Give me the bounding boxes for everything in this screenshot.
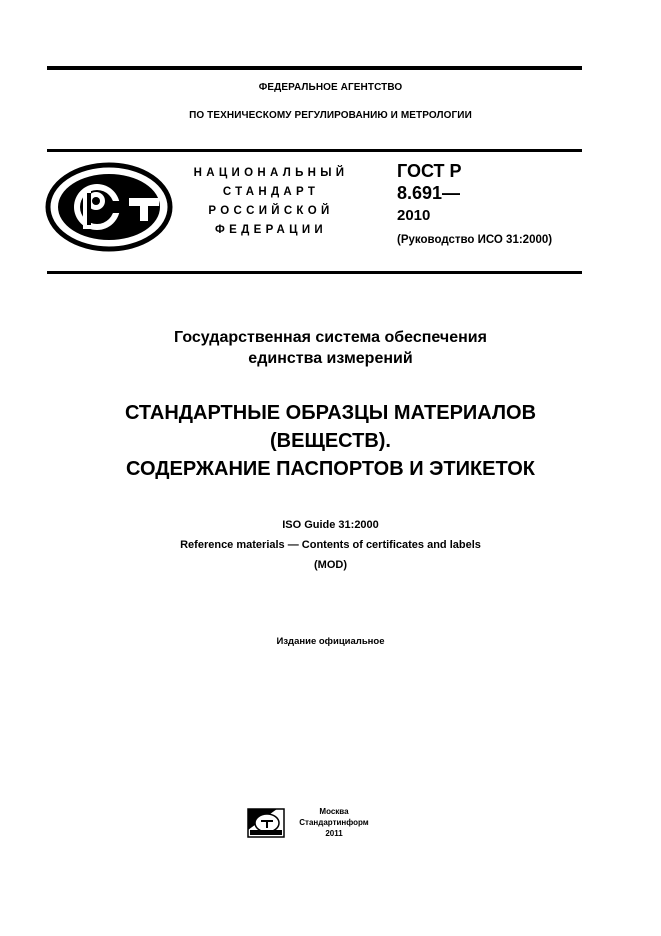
national-standard-line: СТАНДАРТ	[222, 186, 320, 198]
gost-code	[397, 160, 462, 204]
national-standard-label	[192, 164, 350, 240]
edition-label: Издание официальное	[276, 636, 385, 647]
bottom-rule	[47, 271, 582, 274]
gost-r-certification-logo-icon	[45, 161, 173, 253]
system-title-line-1: Государственная система обеспечения	[174, 329, 487, 346]
system-title-line-2: единства измерений	[248, 350, 413, 367]
document-title-line-1: СТАНДАРТНЫЕ ОБРАЗЦЫ МАТЕРИАЛОВ	[124, 402, 537, 424]
publisher-year: 2011	[325, 829, 343, 838]
middle-rule	[47, 149, 582, 152]
system-title	[0, 327, 661, 369]
publisher-name: Стандартинформ	[299, 818, 369, 827]
gost-code-line-2: 8.691—	[397, 183, 461, 203]
document-title	[0, 399, 661, 483]
agency-line-2: ПО ТЕХНИЧЕСКОМУ РЕГУЛИРОВАНИЮ И МЕТРОЛОГИИ	[189, 110, 472, 121]
document-title-line-3: СОДЕРЖАНИЕ ПАСПОРТОВ И ЭТИКЕТОК	[126, 458, 535, 480]
iso-guide-number: ISO Guide 31:2000	[282, 519, 379, 531]
agency-line-1: ФЕДЕРАЛЬНОЕ АГЕНТСТВО	[258, 82, 403, 93]
standartinform-logo-icon	[247, 808, 285, 838]
national-standard-line: ФЕДЕРАЦИИ	[215, 224, 327, 236]
gost-guide-reference: (Руководство ИСО 31:2000)	[397, 234, 553, 246]
publisher-block	[294, 806, 374, 839]
national-standard-line: РОССИЙСКОЙ	[208, 205, 334, 217]
iso-reference	[0, 515, 661, 575]
iso-guide-title: Reference materials — Contents of certificates and labels	[180, 539, 481, 551]
iso-modification: (MOD)	[314, 559, 347, 571]
top-rule	[47, 66, 582, 70]
national-standard-line: НАЦИОНАЛЬНЫЙ	[193, 167, 349, 179]
gost-year: 2010	[397, 207, 431, 224]
gost-code-line-1: ГОСТ Р	[397, 161, 462, 181]
publisher-city: Москва	[319, 807, 349, 816]
document-title-line-2: (ВЕЩЕСТВ).	[270, 430, 391, 452]
